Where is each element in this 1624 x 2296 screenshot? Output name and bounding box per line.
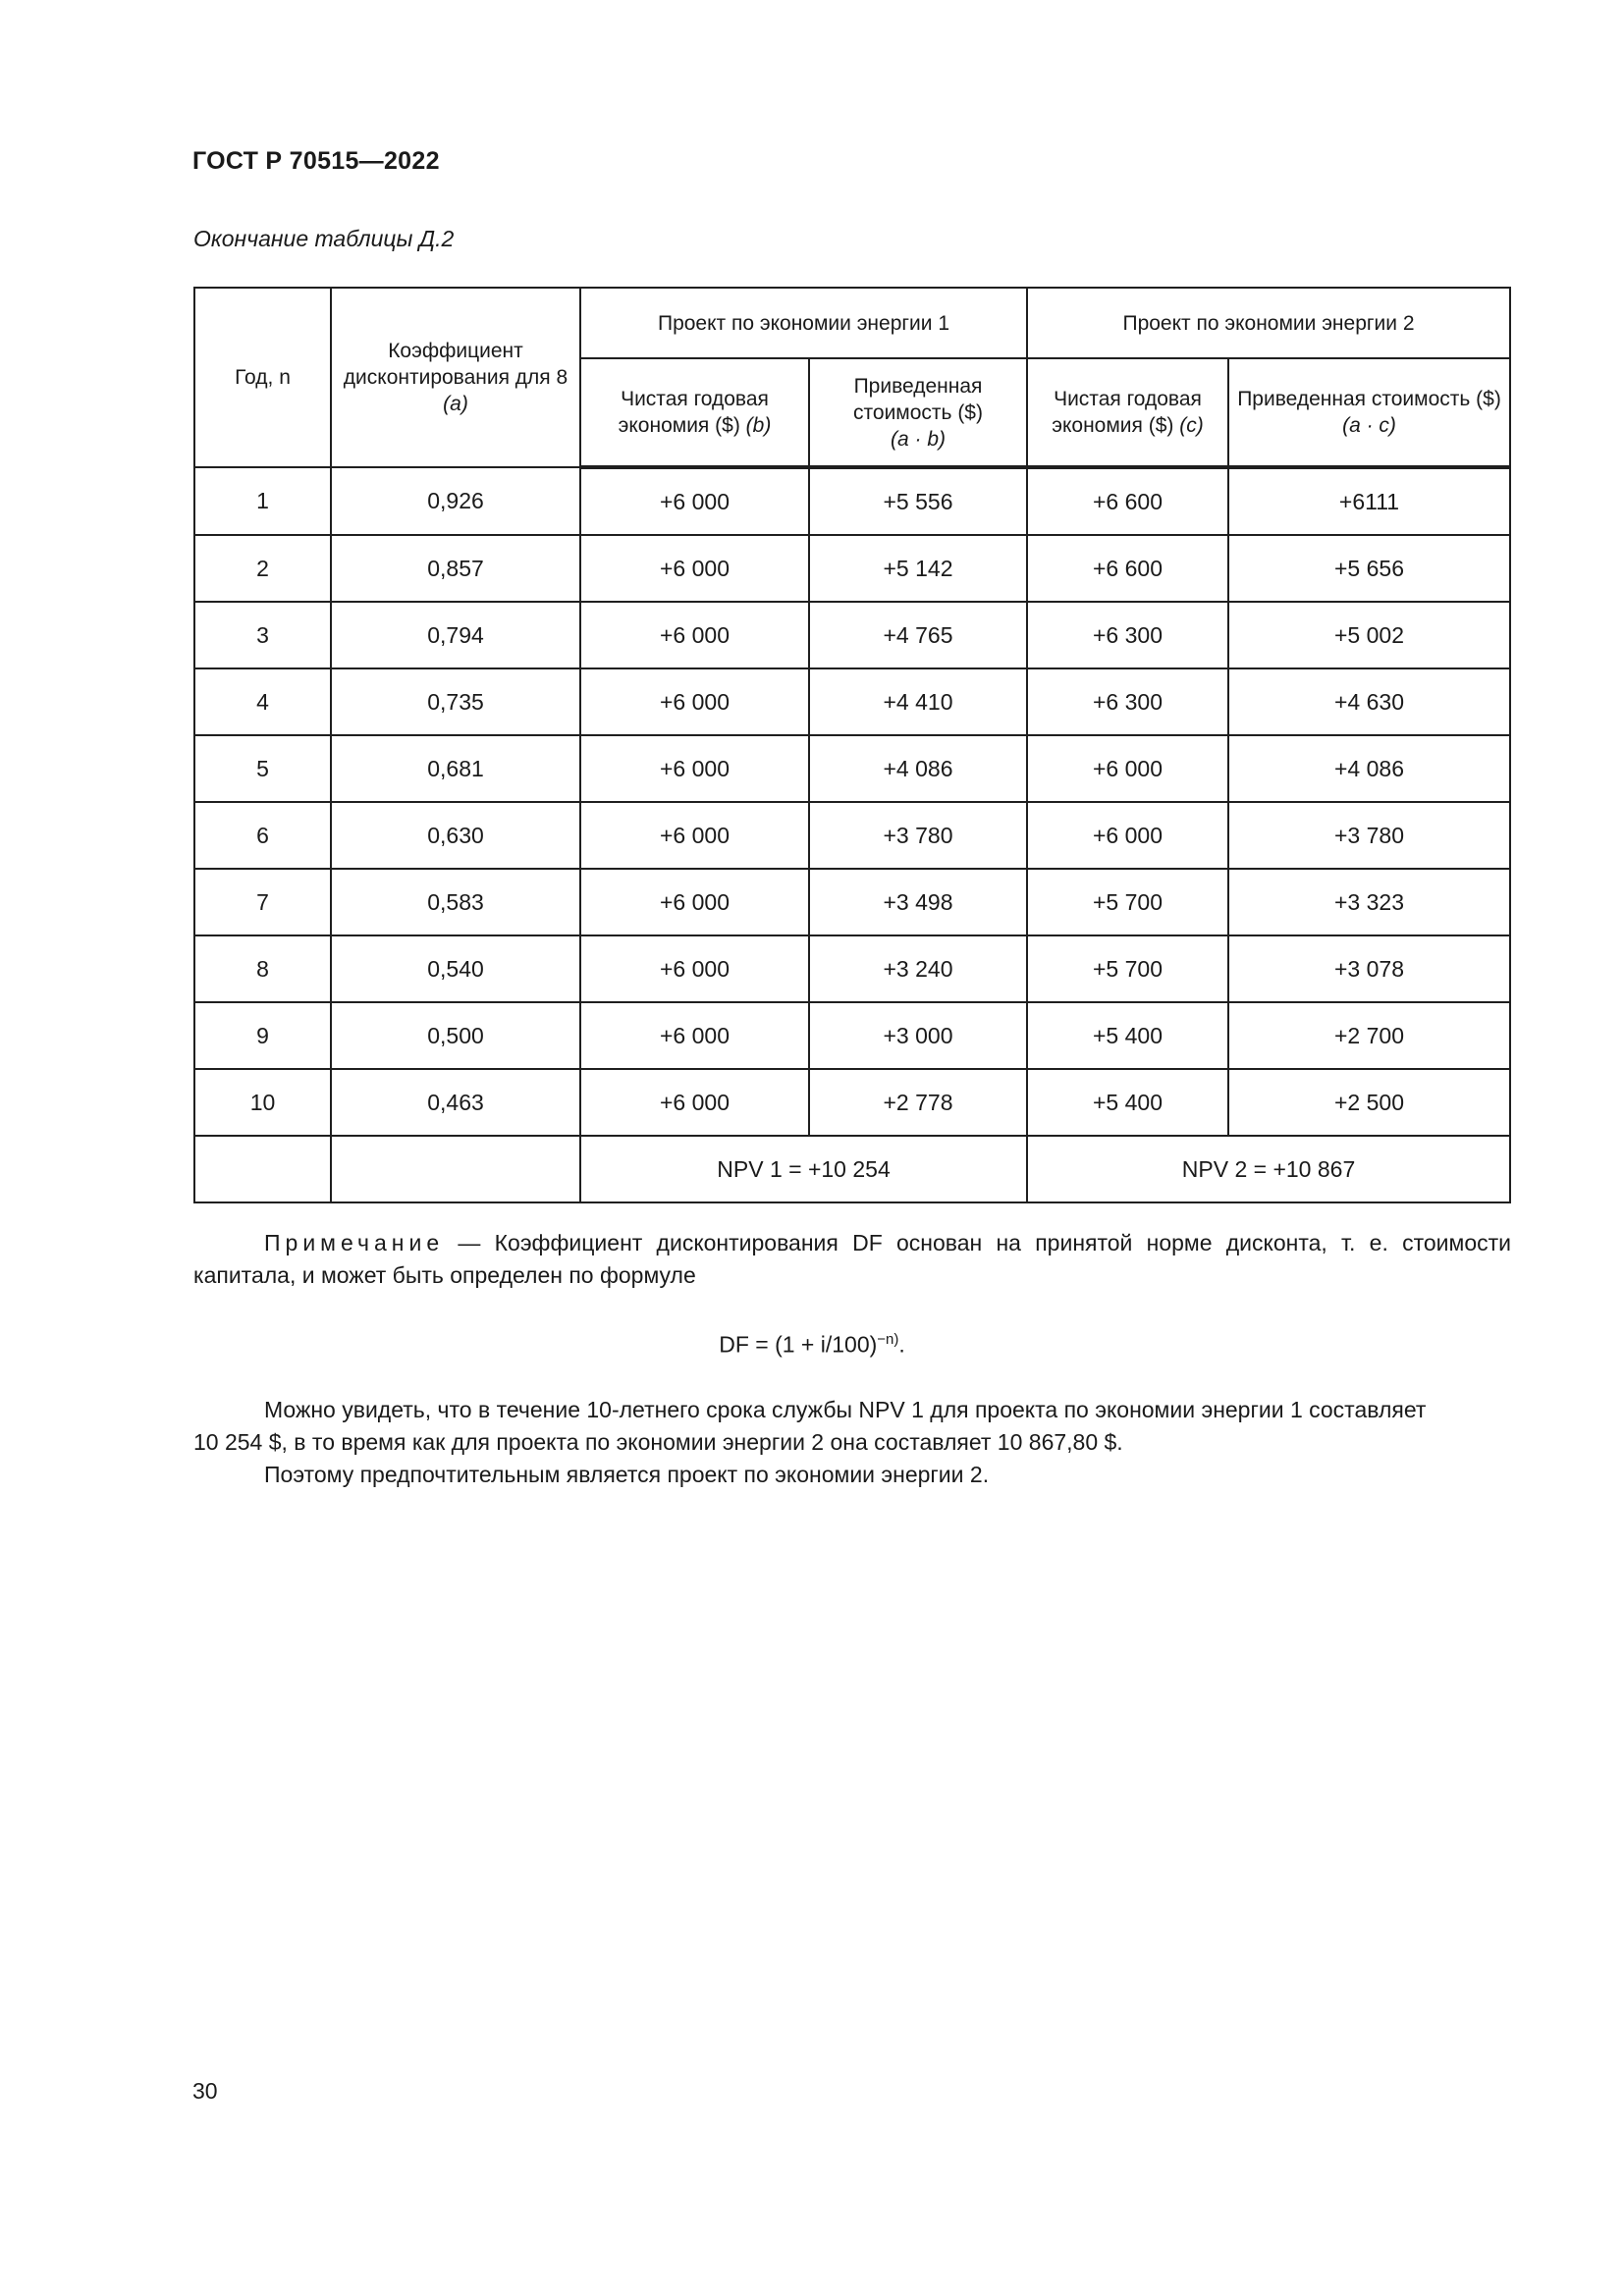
cell-net1: +6 000 (580, 535, 809, 602)
note-label: Примечание (264, 1230, 445, 1255)
cell-df: 0,540 (331, 935, 580, 1002)
cell-net1: +6 000 (580, 1069, 809, 1136)
col-df-var: (a) (443, 393, 468, 415)
cell-pv1: +5 556 (809, 467, 1027, 535)
cell-net1: +6 000 (580, 935, 809, 1002)
note-paragraph (193, 1227, 1511, 1292)
cell-net1: +6 000 (580, 869, 809, 935)
p1-net-var: (b) (745, 414, 772, 437)
cell-net2: +5 400 (1027, 1069, 1228, 1136)
cell-net2: +6 600 (1027, 467, 1228, 535)
cell-pv1: +3 240 (809, 935, 1027, 1002)
df-formula (0, 1331, 1624, 1359)
cell-net2: +5 400 (1027, 1002, 1228, 1069)
cell-pv1: +4 410 (809, 668, 1027, 735)
conclusion-paragraph (193, 1394, 1511, 1459)
cell-pv2: +5 656 (1228, 535, 1510, 602)
page-number: 30 (192, 2078, 218, 2104)
table-row (194, 1002, 1510, 1069)
p2-net-header (1027, 358, 1228, 467)
cell-pv2: +5 002 (1228, 602, 1510, 668)
cell-pv2: +3 323 (1228, 869, 1510, 935)
cell-net2: +5 700 (1027, 869, 1228, 935)
npv-row (194, 1136, 1510, 1202)
project2-header: Проект по экономии энергии 2 (1027, 288, 1510, 358)
cell-year: 7 (194, 869, 331, 935)
cell-year: 6 (194, 802, 331, 869)
p2-pv-header (1228, 358, 1510, 467)
cell-year: 3 (194, 602, 331, 668)
col-year-header: Год, n (194, 288, 331, 467)
cell-net1: +6 000 (580, 735, 809, 802)
cell-pv1: +3 498 (809, 869, 1027, 935)
cell-year: 8 (194, 935, 331, 1002)
cell-pv2: +3 078 (1228, 935, 1510, 1002)
cell-df: 0,463 (331, 1069, 580, 1136)
cell-year: 9 (194, 1002, 331, 1069)
table-row (194, 735, 1510, 802)
cell-net2: +5 700 (1027, 935, 1228, 1002)
npv-empty-year (194, 1136, 331, 1202)
cell-year: 2 (194, 535, 331, 602)
cell-pv1: +3 000 (809, 1002, 1027, 1069)
table-row (194, 668, 1510, 735)
cell-net2: +6 300 (1027, 668, 1228, 735)
cell-df: 0,630 (331, 802, 580, 869)
discount-table (193, 287, 1511, 1203)
cell-year: 5 (194, 735, 331, 802)
table-row (194, 802, 1510, 869)
npv-empty-df (331, 1136, 580, 1202)
p1-pv-var: (a · b) (890, 427, 946, 451)
cell-pv2: +2 700 (1228, 1002, 1510, 1069)
p2-pv-var: (a · c) (1342, 414, 1396, 437)
cell-pv1: +4 765 (809, 602, 1027, 668)
cell-net1: +6 000 (580, 1002, 809, 1069)
p1-net-header (580, 358, 809, 467)
p2-net-text: Чистая годовая экономия ($) (1052, 388, 1202, 437)
p2-pv-text: Приведенная стоимость ($) (1237, 388, 1501, 410)
formula-tail: . (898, 1331, 905, 1358)
cell-pv2: +6111 (1228, 467, 1510, 535)
preference-paragraph: Поэтому предпочтительным является проект по экономии энергии 2. (264, 1462, 990, 1487)
cell-pv1: +4 086 (809, 735, 1027, 802)
cell-year: 4 (194, 668, 331, 735)
table-row (194, 467, 1510, 535)
cell-pv1: +2 778 (809, 1069, 1027, 1136)
cell-pv2: +4 630 (1228, 668, 1510, 735)
cell-net2: +6 000 (1027, 735, 1228, 802)
cell-df: 0,735 (331, 668, 580, 735)
cell-df: 0,583 (331, 869, 580, 935)
col-df-text: Коэффициент дисконтирования для 8 (343, 340, 568, 389)
cell-pv1: +3 780 (809, 802, 1027, 869)
p1-pv-header (809, 358, 1027, 467)
cell-pv2: +3 780 (1228, 802, 1510, 869)
cell-net2: +6 000 (1027, 802, 1228, 869)
table-row (194, 935, 1510, 1002)
cell-year: 1 (194, 467, 331, 535)
cell-net1: +6 000 (580, 602, 809, 668)
npv1-cell: NPV 1 = +10 254 (580, 1136, 1027, 1202)
cell-pv2: +2 500 (1228, 1069, 1510, 1136)
cell-df: 0,794 (331, 602, 580, 668)
cell-df: 0,681 (331, 735, 580, 802)
conclusion-line-1: Можно увидеть, что в течение 10-летнего срока службы NPV 1 для проекта по экономии энергии 1 составляет (264, 1397, 1427, 1422)
p1-net-text: Чистая годовая экономия ($) (618, 388, 769, 437)
cell-net1: +6 000 (580, 802, 809, 869)
cell-net1: +6 000 (580, 467, 809, 535)
header-row-1 (194, 288, 1510, 358)
table-row (194, 1069, 1510, 1136)
cell-net1: +6 000 (580, 668, 809, 735)
cell-df: 0,926 (331, 467, 580, 535)
cell-net2: +6 600 (1027, 535, 1228, 602)
table-row (194, 869, 1510, 935)
p1-pv-text: Приведенная стоимость ($) (853, 374, 983, 424)
cell-pv1: +5 142 (809, 535, 1027, 602)
table-row (194, 535, 1510, 602)
npv2-cell: NPV 2 = +10 867 (1027, 1136, 1510, 1202)
table-row (194, 602, 1510, 668)
cell-net2: +6 300 (1027, 602, 1228, 668)
cell-df: 0,857 (331, 535, 580, 602)
conclusion-line-2: 10 254 $, в то время как для проекта по экономии энергии 2 она составляет 10 867,80 $. (193, 1429, 1123, 1455)
document-header: ГОСТ Р 70515—2022 (192, 147, 440, 175)
formula-main: DF = (1 + i/100) (719, 1331, 878, 1358)
note-text: — Коэффициент дисконтирования DF основан на принятой норме дисконта, т. е. стоимости капитала, и может быть определен по формуле (193, 1230, 1511, 1288)
cell-df: 0,500 (331, 1002, 580, 1069)
cell-pv2: +4 086 (1228, 735, 1510, 802)
col-df-header (331, 288, 580, 467)
formula-exponent: −n) (877, 1331, 899, 1348)
project1-header: Проект по экономии энергии 1 (580, 288, 1027, 358)
p2-net-var: (c) (1179, 414, 1204, 437)
cell-year: 10 (194, 1069, 331, 1136)
table-caption: Окончание таблицы Д.2 (193, 226, 455, 251)
